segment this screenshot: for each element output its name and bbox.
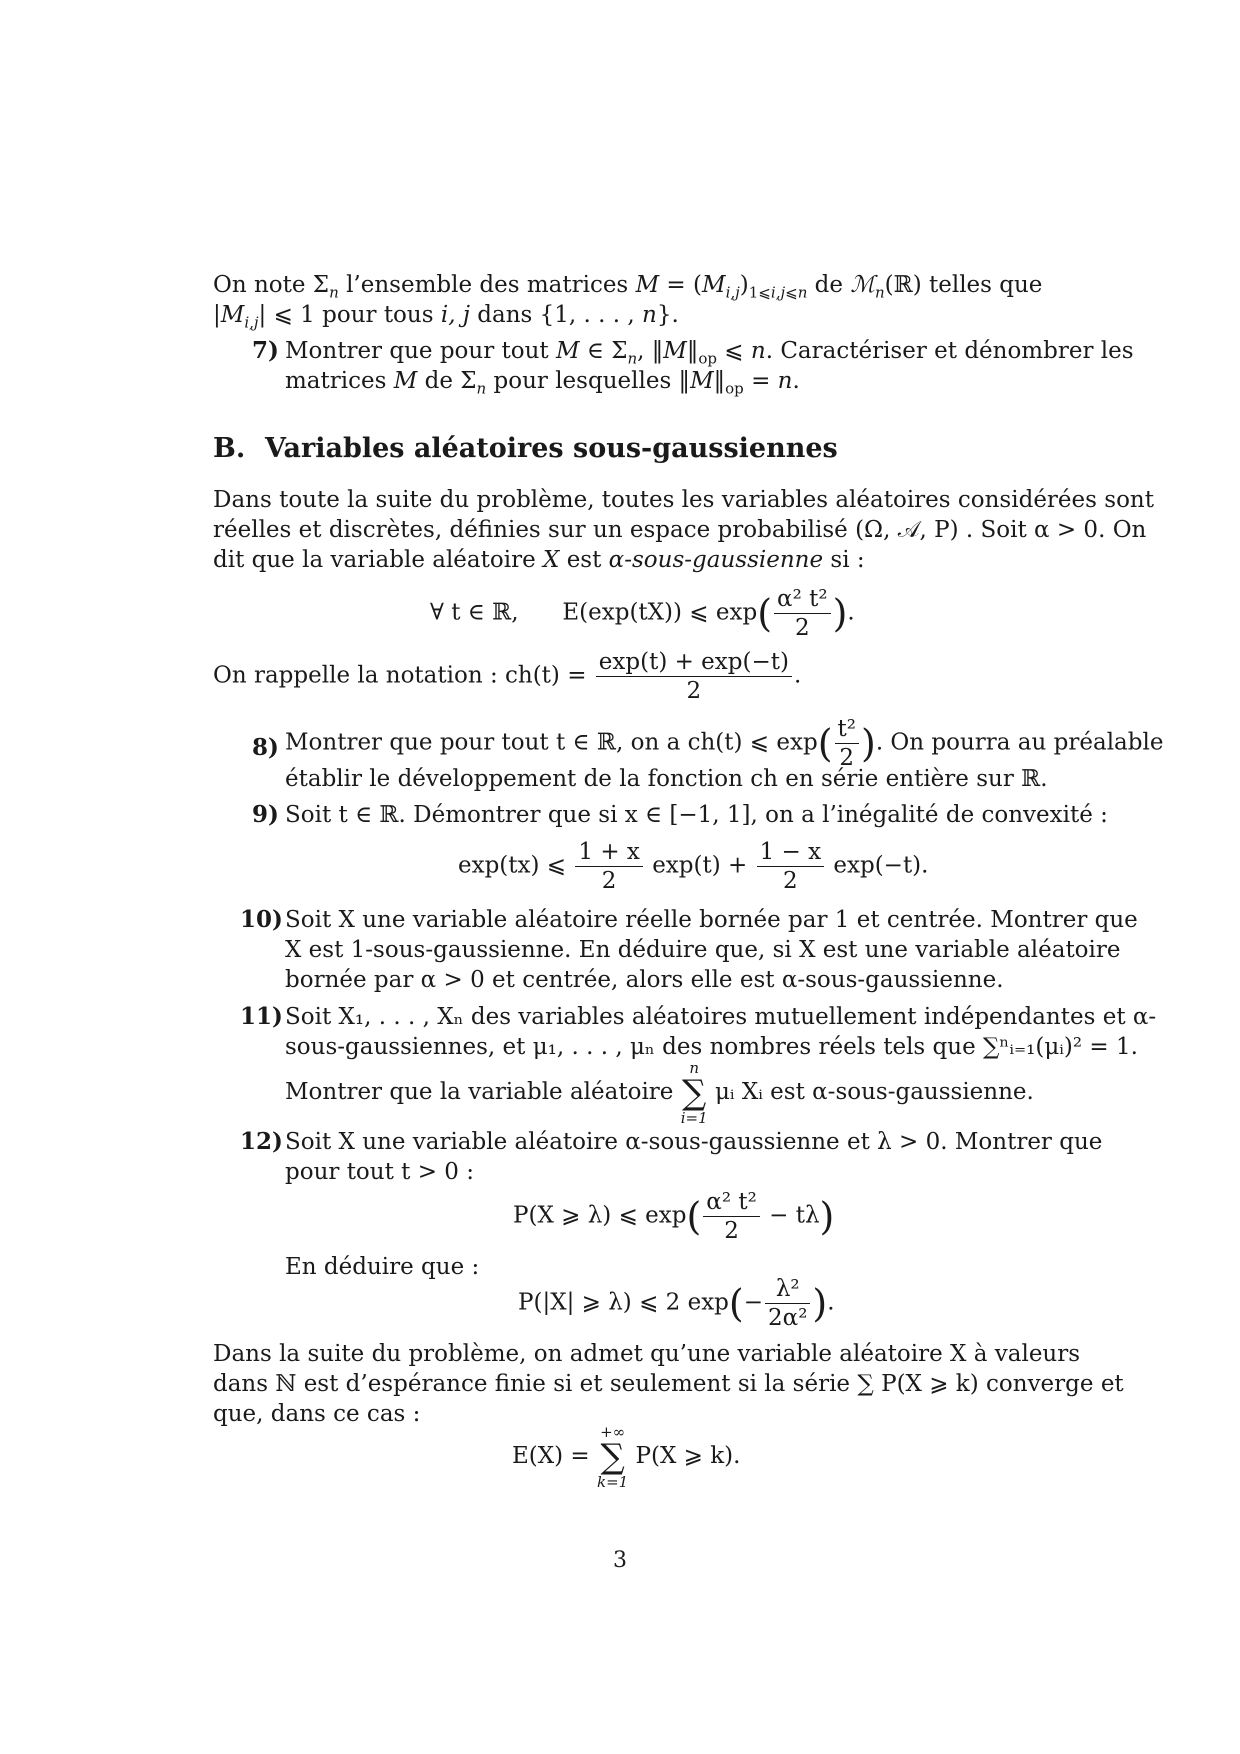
page-number: 3 <box>613 1548 627 1573</box>
para1-line-2: réelles et discrètes, définies sur un espace probabilisé (Ω, 𝒜, P) . Soit α > 0. On <box>213 517 1147 543</box>
question-11-line-1: Soit X₁, . . . , Xₙ des variables aléatoires mutuellement indépendantes et α- <box>285 1004 1157 1030</box>
question-12-deduce: En déduire que : <box>285 1254 480 1280</box>
question-9-formula: exp(tx) ⩽ $\frac{1 + x}{2}$ exp(t) + $\frac{1 - x}{2}$ exp(−t). <box>458 839 929 894</box>
question-10-line-3: bornée par α > 0 et centrée, alors elle est α-sous-gaussienne. <box>285 967 1004 993</box>
intro-line-1: On note $\Sigma_n$ l’ensemble des matrices $M = (M_{i,j})_{1⩽i,j⩽n}$ de ℳ$_n$(ℝ) telles que <box>213 272 1043 302</box>
question-10-number: 10) <box>240 906 283 933</box>
question-10-line-2: X est 1-sous-gaussienne. En déduire que, si X est une variable aléatoire <box>285 937 1121 963</box>
question-10-line-1: Soit X une variable aléatoire réelle bornée par 1 et centrée. Montrer que <box>285 907 1138 933</box>
intro-line-2: $|M_{i,j}|$ ⩽ 1 pour tous i, j dans {1, . . . , n}. <box>213 302 679 332</box>
question-7-line-2: matrices M de $\Sigma_n$ pour lesquelles $‖M‖_{op} = n$. <box>285 368 800 398</box>
question-8-line-2: établir le développement de la fonction ch en série entière sur ℝ. <box>285 766 1048 792</box>
para2-line-3: que, dans ce cas : <box>213 1401 421 1427</box>
question-11-line-2: sous-gaussiennes, et μ₁, . . . , μₙ des nombres réels tels que ∑ⁿᵢ₌₁(μᵢ)² = 1. <box>285 1034 1138 1060</box>
section-number: B. <box>213 433 246 464</box>
para2-line-2: dans ℕ est d’espérance finie si et seulement si la série ∑ P(X ⩾ k) converge et <box>213 1371 1124 1397</box>
question-8-number: 8) <box>252 734 279 761</box>
question-12-line-2: pour tout t > 0 : <box>285 1159 474 1185</box>
expectation-formula: E(X) = +∞ ∑ k=1 P(X ⩾ k). <box>512 1423 741 1491</box>
ch-notation: On rappelle la notation : ch(t) = $\frac{\exp(t) + \exp(-t)}{2}$ . <box>213 649 802 704</box>
question-12-formula-1: P(X ⩾ λ) ⩽ exp( $\frac{\text{α² t²}}{2}$ − tλ) <box>513 1189 835 1244</box>
question-7-line-1: Montrer que pour tout M ∈ $\Sigma_n$, $‖M‖_{op}$ ⩽ n. Caractériser et dénombrer les <box>285 338 1134 368</box>
para1-line-3: dit que la variable aléatoire X est α-sous-gaussienne si : <box>213 547 865 573</box>
question-12-number: 12) <box>240 1128 283 1155</box>
definition-formula: ∀ t ∈ ℝ, E(exp(tX)) ⩽ exp( $\frac{\text{α² t²}}{2}$ ). <box>430 586 855 641</box>
question-11-number: 11) <box>240 1003 283 1030</box>
para2-line-1: Dans la suite du problème, on admet qu’une variable aléatoire X à valeurs <box>213 1341 1081 1367</box>
question-12-line-1: Soit X une variable aléatoire α-sous-gaussienne et λ > 0. Montrer que <box>285 1129 1103 1155</box>
section-title: Variables aléatoires sous-gaussiennes <box>265 433 838 464</box>
para1-line-1: Dans toute la suite du problème, toutes les variables aléatoires considérées sont <box>213 487 1154 513</box>
question-12-formula-2: P(|X| ⩾ λ) ⩽ 2 exp(− $\frac{\text{λ²}}{\text{2α²}}$ ). <box>518 1276 835 1331</box>
question-9-number: 9) <box>252 801 279 828</box>
question-7-number: 7) <box>252 337 279 364</box>
question-8-line-1: Montrer que pour tout t ∈ ℝ, on a ch(t) ⩽ exp( $\frac{\text{t²}}{2}$ ). On pourra au préalable <box>285 716 1164 771</box>
question-11-line-3: Montrer que la variable aléatoire n ∑ i=1 μᵢ Xᵢ est α-sous-gaussienne. <box>285 1059 1034 1127</box>
question-9-line-1: Soit t ∈ ℝ. Démontrer que si x ∈ [−1, 1], on a l’inégalité de convexité : <box>285 802 1108 828</box>
